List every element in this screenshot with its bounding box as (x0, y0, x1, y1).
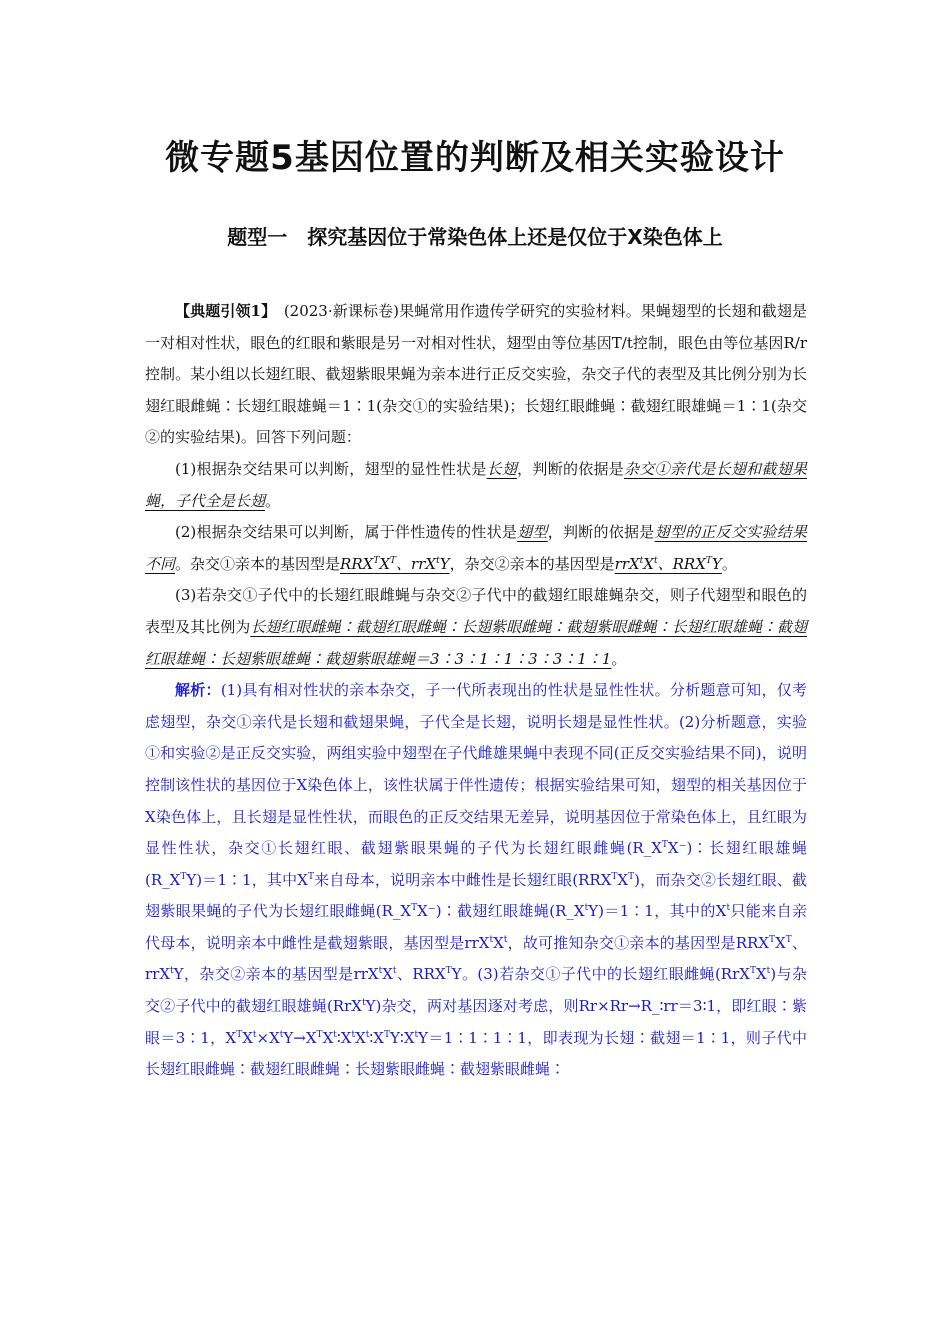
document-body (145, 296, 807, 1086)
analysis-label: 解析： (175, 681, 221, 700)
example-tag: 【典题引领1】 (175, 302, 269, 320)
answer-blank: $rrX^tX^t$、$RRX^TY$ (614, 554, 722, 573)
section-subtitle: 题型一 探究基因位于常染色体上还是仅位于X染色体上 (227, 225, 723, 249)
answer-blank: 翅型的正反交实验结果不同 (145, 523, 807, 573)
analysis-paragraph: 解析：(1)具有相对性状的亲本杂交，子一代所表现出的性状是显性性状。分析题意可知，仅考虑翅型，杂交①亲代是长翅和截翅果蝇，子代全是长翅，说明长翅是显性性状。(2)分析题意，实验①和实验②是正反交实验，两组实验中翅型在子代雌雄果蝇中表现不同(正反交实验结果不同)，说明控制该性状的基因位于X染色体上，该性状属于伴性遗传；根据实验结果可知，翅型的相关基因位于X染色体上，且长翅是显性性状，而眼色的正反交结果无差异，说明基因位于常染色体上，且红眼为显性性状，杂交①长翅红眼、截翅紫眼果蝇的子代为长翅红眼雌蝇$(R\_X^TX^-)∶$长翅红眼雄蝇$(R\_X^TY)=1∶1$，其中$X^T$来自母本，说明亲本中雌性是长翅红眼$(RRX^TX^T)$，而杂交②长翅红眼、截翅紫眼果蝇的子代为长翅红眼雌蝇$(R\_X^TX^-)∶$截翅红眼雄蝇$(R\_X^tY)=1∶1$，其中的$X^t$只能来自亲代母本，说明亲本中雌性是截翅紫眼，基因型是$rrX^tX^t$，故可推知杂交①亲本的基因型是$RRX^TX^T$、rrX$^t$Y，杂交②亲本的基因型是$rrX^tX^t$、$RRX^TY$。(3)若杂交①子代中的长翅红眼雌蝇$(RrX^TX^t)$与杂交②子代中的截翅红眼雄蝇(RrX$^t$Y)杂交，两对基因逐对考虑，则Rr×Rr→R_∶rr＝3∶1，即红眼∶紫眼＝3∶1，$X^TX^t\times X^tY\to X^TX^t∶X^tX^t∶X^TY∶X^tY=1∶1∶1∶1$，即表现为长翅∶截翅＝1∶1，则子代中长翅红眼雌蝇∶截翅红眼雌蝇∶长翅紫眼雌蝇∶截翅紫眼雌蝇∶ (145, 681, 808, 1079)
answer-blank: $RRX^TX^T$、rrX$^t$Y (340, 554, 450, 573)
answer-blank: 杂交①亲代是长翅和截翅果蝇，子代全是长翅 (145, 459, 807, 510)
answer-blank: 长翅 (486, 459, 518, 478)
question-2: (2)根据杂交结果可以判断，属于伴性遗传的性状是翅型，判断的依据是翅型的正反交实验结果不同。杂交①亲本的基因型是$RRX^TX^T$、rrX$^t$Y，杂交②亲本的基因型是$rrX^tX^t$、$RRX^TY$。 (145, 523, 807, 573)
example-intro: 【典题引领1】 (2023·新课标卷)果蝇常用作遗传学研究的实验材料。果蝇翅型的长翅和截翅是一对相对性状，眼色的红眼和紫眼是另一对相对性状，翅型由等位基因T/t控制，眼色由等位基因R/r控制。某小组以长翅红眼、截翅紫眼果蝇为亲本进行正反交实验，杂交子代的表型及其比例分别为长翅红眼雌蝇∶长翅红眼雄蝇＝1∶1(杂交①的实验结果)；长翅红眼雌蝇∶截翅红眼雄蝇＝1∶1(杂交②的实验结果)。回答下列问题： (145, 302, 807, 447)
answer-blank: 翅型 (517, 523, 548, 542)
question-1: (1)根据杂交结果可以判断，翅型的显性性状是长翅，判断的依据是杂交①亲代是长翅和截翅果蝇，子代全是长翅。 (145, 459, 807, 510)
question-3: (3)若杂交①子代中的长翅红眼雌蝇与杂交②子代中的截翅红眼雄蝇杂交，则子代翅型和眼色的表型及其比例为长翅红眼雌蝇∶截翅红眼雌蝇∶长翅紫眼雌蝇∶截翅紫眼雌蝇∶长翅红眼雄蝇∶截翅红眼雄蝇∶长翅紫眼雄蝇∶截翅紫眼雄蝇＝3∶3∶1∶1∶3∶3∶1∶1。 (145, 586, 807, 668)
answer-blank: 长翅红眼雌蝇∶截翅红眼雌蝇∶长翅紫眼雌蝇∶截翅紫眼雌蝇∶长翅红眼雄蝇∶截翅红眼雄蝇∶长翅紫眼雄蝇∶截翅紫眼雄蝇＝3∶3∶1∶1∶3∶3∶1∶1 (145, 617, 807, 668)
page-title: 微专题5基因位置的判断及相关实验设计 (165, 138, 785, 178)
